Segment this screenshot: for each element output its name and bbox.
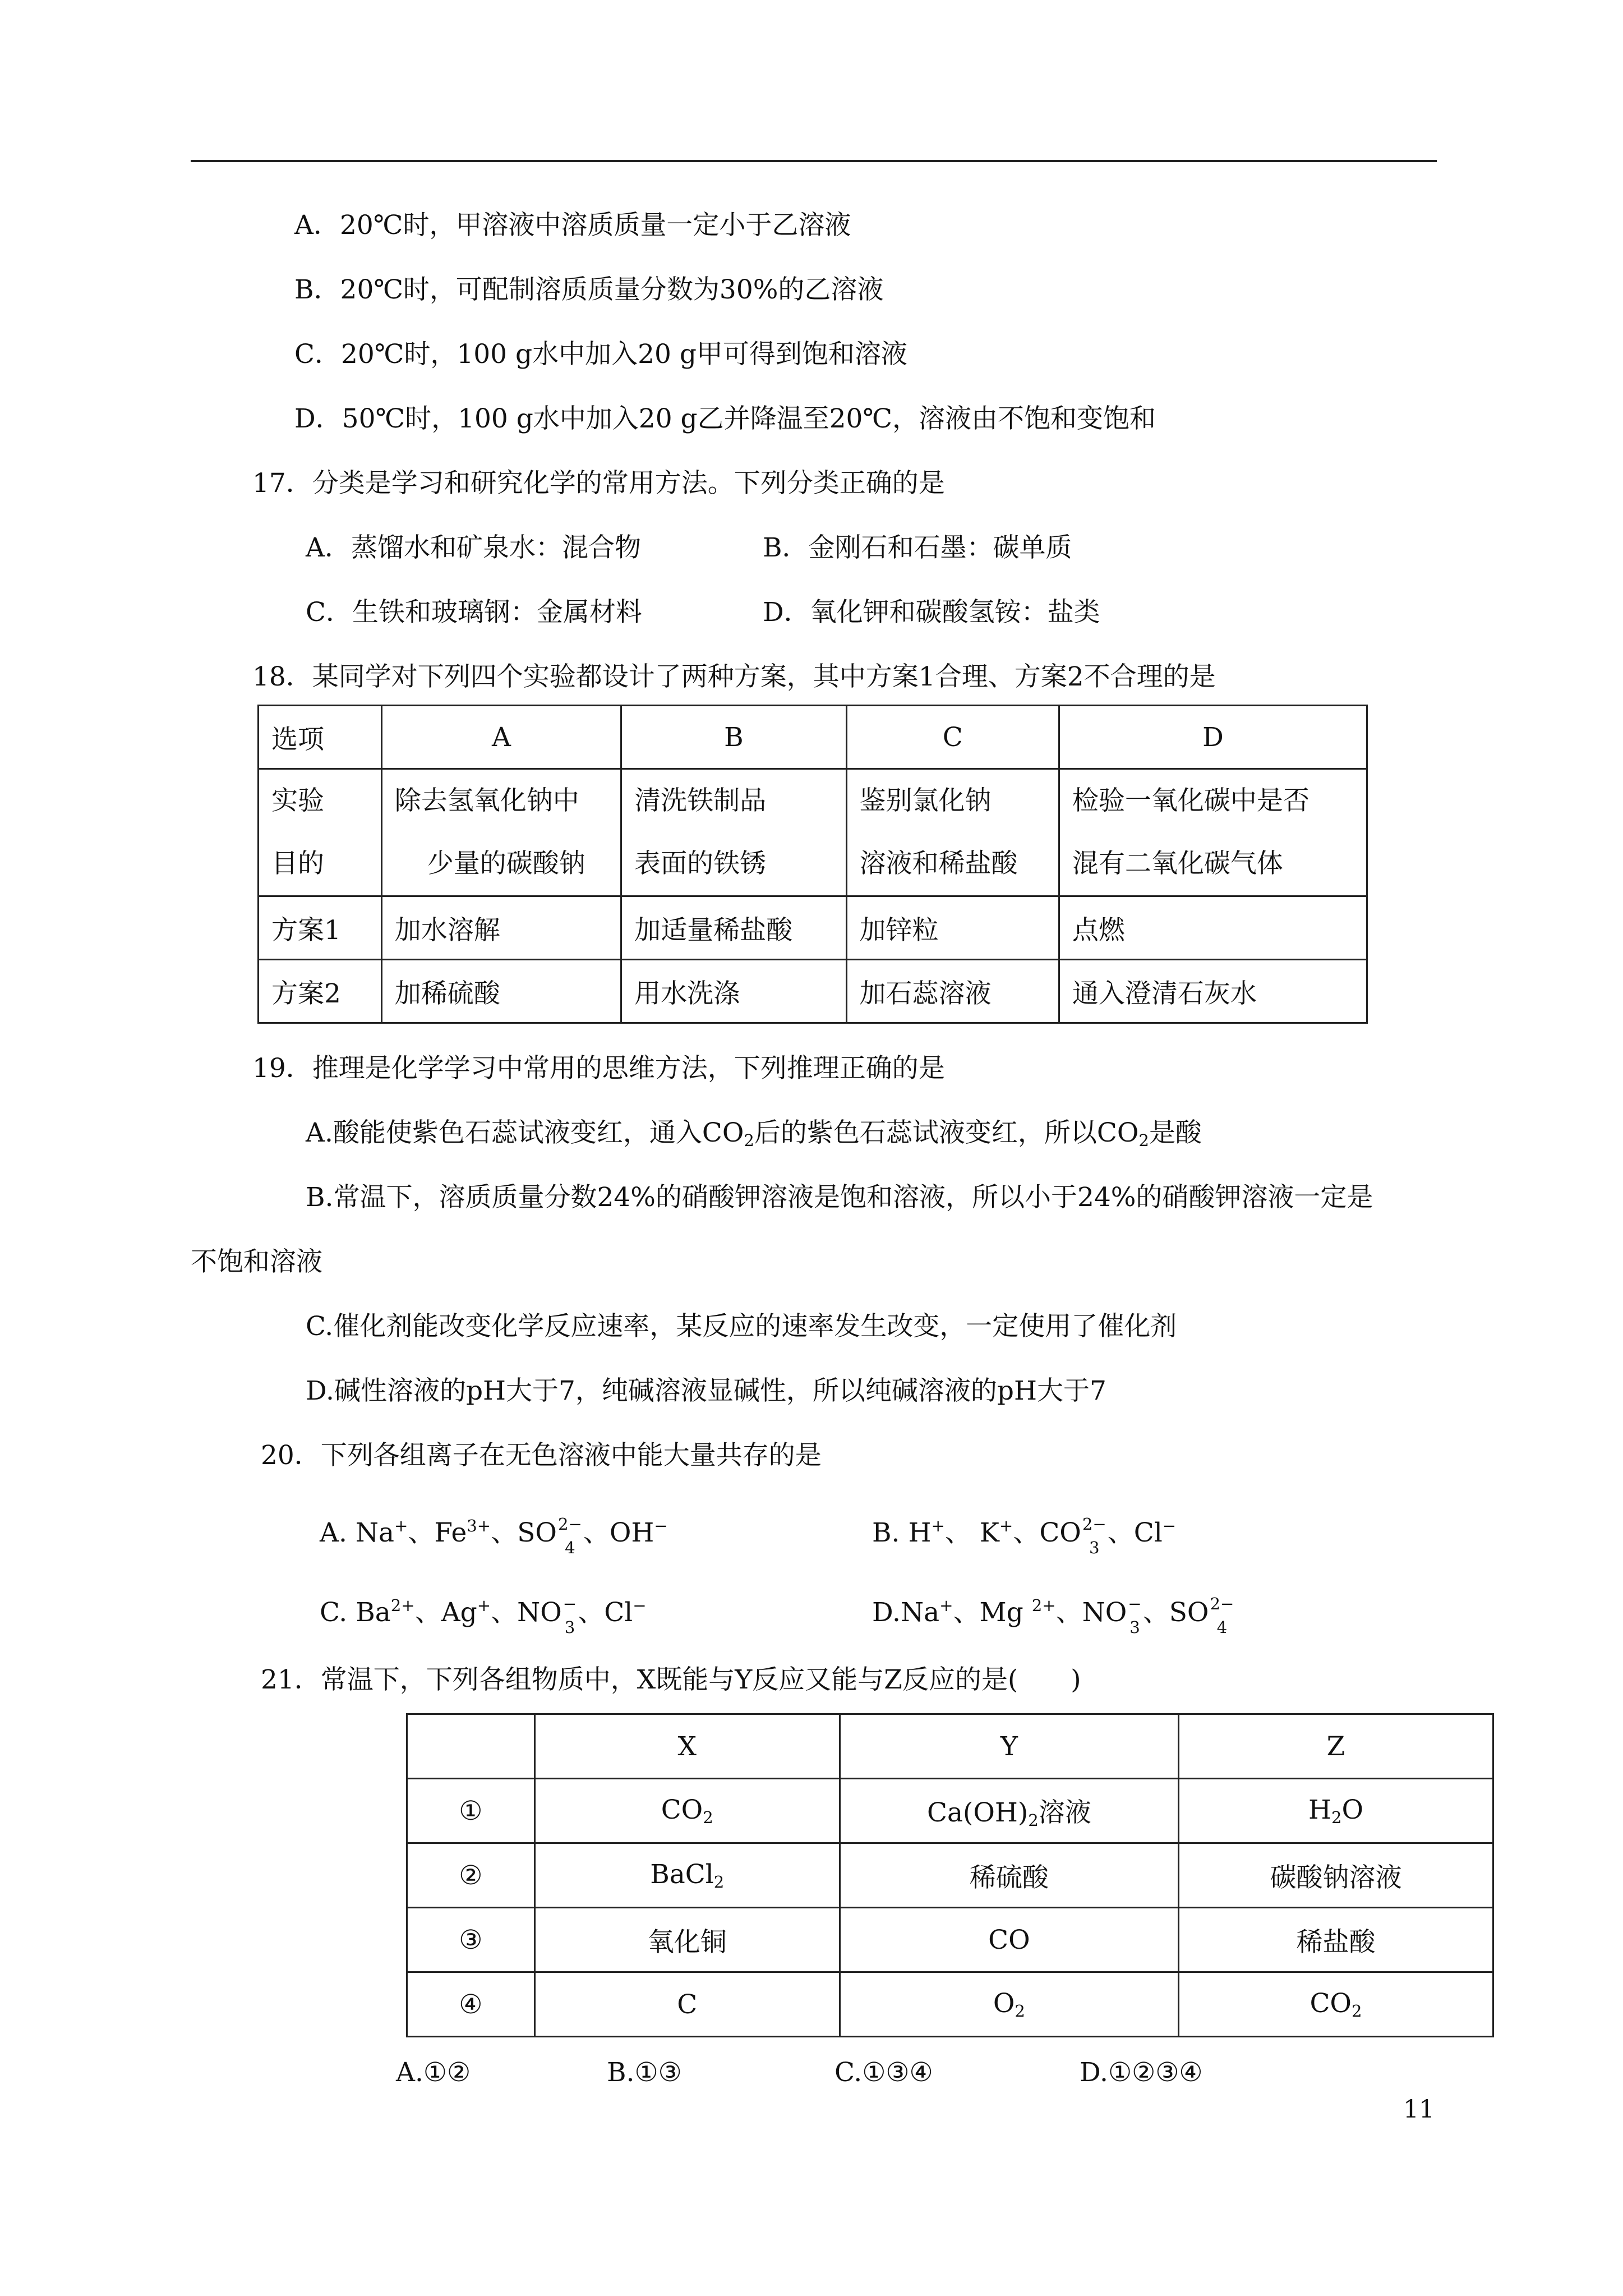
q18-purpose-d: [1059, 769, 1367, 896]
ion-stack: [1210, 1592, 1234, 1640]
ion-subscript: 3: [1129, 1618, 1140, 1637]
ion-charge: +: [999, 1516, 1013, 1535]
ion-charge: +: [394, 1516, 408, 1535]
q18-plan2-d: 通入澄清石灰水: [1059, 960, 1367, 1023]
q18-header-a: A: [381, 706, 621, 769]
header-rule: [191, 160, 1437, 162]
q21-row2-x: [534, 1843, 840, 1908]
q19-option-b-line1: B.常温下，溶质质量分数24%的硝酸钾溶液是饱和溶液，所以小于24%的硝酸钾溶液一定是: [306, 1182, 1373, 1213]
q18-plan2-label: 方案2: [259, 960, 382, 1023]
q21-option-b: B.①③: [607, 2057, 682, 2088]
q20-a-ion4: [610, 1517, 668, 1548]
ion-text: SO: [1169, 1597, 1209, 1628]
q17-option-b: B．金刚石和石墨：碳单质: [763, 532, 1072, 563]
q18-purpose-label: [259, 769, 382, 896]
table-row: [407, 1779, 1493, 1843]
q20-b-ion2: [980, 1517, 1013, 1548]
ion-charge: +: [939, 1596, 953, 1615]
table-row: [259, 896, 1367, 960]
q21-option-c: C.①③④: [834, 2057, 933, 2088]
q19-a-sub1: 2: [744, 1131, 754, 1151]
q18-stem: 18．某同学对下列四个实验都设计了两种方案，其中方案1合理、方案2不合理的是: [252, 661, 1216, 692]
formula-subscript: 2: [1351, 2001, 1362, 2021]
ion-stack: [1128, 1592, 1141, 1640]
q18-plan1-d: 点燃: [1059, 896, 1367, 960]
formula-text: H: [1308, 1794, 1331, 1825]
separator: 、: [491, 1597, 518, 1628]
q20-c-ion2: [441, 1597, 491, 1628]
q21-row1-z: [1178, 1779, 1493, 1843]
separator: 、: [1055, 1597, 1082, 1628]
q21-row4-label: ④: [407, 1972, 535, 2037]
q18-header-b: B: [621, 706, 846, 769]
ion-text: Na: [900, 1597, 940, 1628]
ion-text: Fe: [434, 1517, 467, 1549]
q20-d-label: D.: [872, 1597, 901, 1628]
q21-row3-y: CO: [840, 1908, 1178, 1972]
q21-row4-z: [1178, 1972, 1493, 2037]
q21-row4-x: C: [534, 1972, 840, 2037]
q19-stem: 19．推理是化学学习中常用的思维方法，下列推理正确的是: [252, 1053, 945, 1084]
q16-option-b: B．20℃时，可配制溶质质量分数为30%的乙溶液: [294, 274, 884, 305]
ion-subscript: 4: [565, 1538, 575, 1558]
ion-text: NO: [517, 1597, 562, 1628]
formula-text: CO: [1310, 1987, 1352, 2019]
q18-purpose-c-line1: 鉴别氯化钠: [859, 785, 992, 816]
formula-subscript: 2: [1028, 1811, 1039, 1830]
q18-purpose-b-line2: 表面的铁锈: [634, 848, 767, 879]
ion-stack: [563, 1592, 577, 1640]
q20-a-ion1: [356, 1517, 408, 1548]
q17-option-a: A．蒸馏水和矿泉水：混合物: [306, 532, 641, 563]
q18-purpose-d-line2: 混有二氧化碳气体: [1072, 848, 1283, 879]
ion-charge: +: [477, 1596, 491, 1615]
q20-c-ion3: [517, 1594, 578, 1637]
ion-text: OH: [609, 1517, 654, 1549]
formula-text: O: [993, 1987, 1015, 2019]
q19-a-part1: A.酸能使紫色石蕊试液变红，通入CO: [306, 1117, 744, 1148]
q18-purpose-label-line1: 实验: [271, 785, 324, 816]
q18-plan2-a: 加稀硫酸: [381, 960, 621, 1023]
ion-charge: −: [562, 1594, 577, 1613]
q21-row1-y: [840, 1779, 1178, 1843]
q18-plan2-c: 加石蕊溶液: [846, 960, 1059, 1023]
q21-header-blank: [407, 1714, 535, 1779]
q19-a-part2: 后的紫色石蕊试液变红，所以CO: [754, 1117, 1139, 1148]
ion-charge: −: [1162, 1516, 1177, 1535]
separator: 、: [944, 1517, 971, 1549]
q19-a-part3: 是酸: [1149, 1117, 1202, 1148]
q18-purpose-d-line1: 检验一氧化碳中是否: [1072, 785, 1310, 816]
q21-row2-label: ②: [407, 1843, 535, 1908]
table-row: [259, 960, 1367, 1023]
ion-charge: +: [931, 1516, 945, 1535]
q21-header-y: Y: [840, 1714, 1178, 1779]
separator: 、: [414, 1597, 441, 1628]
q21-row3-z: 稀盐酸: [1178, 1908, 1493, 1972]
q18-purpose-b: [621, 769, 846, 896]
separator: 、: [578, 1597, 605, 1628]
separator: 、: [408, 1517, 435, 1549]
q21-header-x: X: [534, 1714, 840, 1779]
q20-c-ion4: [604, 1597, 646, 1628]
q20-option-a: [320, 1509, 668, 1560]
ion-charge: 2+: [1031, 1596, 1056, 1615]
table-row: [407, 1843, 1493, 1908]
q20-c-ion1: [356, 1597, 415, 1628]
q20-option-d: [872, 1589, 1235, 1640]
separator: 、: [583, 1517, 610, 1549]
ion-charge: 2−: [1210, 1594, 1234, 1613]
q18-purpose-label-line2: 目的: [271, 848, 324, 879]
q18-plan1-c: 加锌粒: [846, 896, 1059, 960]
q16-option-d: D．50℃时，100 g水中加入20 g乙并降温至20℃，溶液由不饱和变饱和: [294, 403, 1156, 434]
q20-b-ion4: [1134, 1517, 1176, 1548]
ion-text: H: [908, 1517, 932, 1549]
q17-option-c: C．生铁和玻璃钢：金属材料: [306, 597, 642, 628]
ion-charge: −: [654, 1516, 668, 1535]
q18-header-c: C: [846, 706, 1059, 769]
table-row: [407, 1972, 1493, 2037]
q20-d-ion4: [1169, 1594, 1235, 1637]
ion-subscript: 3: [564, 1618, 575, 1637]
q21-row1-label: ①: [407, 1779, 535, 1843]
q20-d-ion3: [1082, 1594, 1143, 1637]
separator: 、: [1142, 1597, 1169, 1628]
formula-subscript: 2: [713, 1872, 725, 1892]
ion-charge: 2−: [557, 1514, 582, 1534]
q20-b-ion1: [908, 1517, 944, 1548]
q17-stem: 17．分类是学习和研究化学的常用方法。下列分类正确的是: [252, 468, 945, 499]
ion-charge: 2+: [390, 1596, 415, 1615]
formula-text: BaCl: [650, 1858, 714, 1890]
ion-text: Ag: [441, 1597, 477, 1628]
q18-plan1-a: 加水溶解: [381, 896, 621, 960]
q20-d-ion1: [901, 1597, 953, 1628]
q18-plan2-b: 用水洗涤: [621, 960, 846, 1023]
q19-option-d: D.碱性溶液的pH大于7，纯碱溶液显碱性，所以纯碱溶液的pH大于7: [306, 1375, 1106, 1406]
ion-text: Mg: [979, 1597, 1023, 1628]
q21-row3-x: 氧化铜: [534, 1908, 840, 1972]
ion-stack: [558, 1512, 582, 1560]
table-row: [407, 1714, 1493, 1779]
ion-charge: 3+: [467, 1516, 491, 1535]
separator: 、: [953, 1597, 980, 1628]
q18-plan1-b: 加适量稀盐酸: [621, 896, 846, 960]
q16-option-c: C．20℃时，100 g水中加入20 g甲可得到饱和溶液: [294, 339, 907, 370]
q19-a-sub2: 2: [1138, 1131, 1149, 1151]
q21-row2-y: 稀硫酸: [840, 1843, 1178, 1908]
ion-subscript: 3: [1089, 1538, 1100, 1558]
separator: 、: [1013, 1517, 1040, 1549]
q21-row2-z: 碳酸钠溶液: [1178, 1843, 1493, 1908]
ion-text: K: [979, 1517, 999, 1549]
q20-b-ion3: [1039, 1514, 1107, 1558]
q18-plan1-label: 方案1: [259, 896, 382, 960]
q21-table: [406, 1713, 1494, 2037]
q18-header-d: D: [1059, 706, 1367, 769]
q20-a-ion2: [434, 1517, 491, 1548]
q19-option-c: C.催化剂能改变化学反应速率，某反应的速率发生改变，一定使用了催化剂: [306, 1311, 1177, 1342]
ion-text: NO: [1082, 1597, 1127, 1628]
formula-text: O: [1341, 1794, 1364, 1825]
formula-subscript: 2: [703, 1808, 713, 1828]
page-number: 11: [1403, 2095, 1435, 2124]
q20-a-ion3: [517, 1514, 583, 1558]
q18-table: [257, 705, 1368, 1024]
q19-option-b-line2: 不饱和溶液: [191, 1246, 322, 1277]
q19-option-a: [306, 1116, 1202, 1157]
ion-charge: −: [1128, 1594, 1142, 1613]
q16-option-a: A．20℃时，甲溶液中溶质质量一定小于乙溶液: [294, 210, 851, 241]
q18-header-option: 选项: [259, 706, 382, 769]
ion-text: Ba: [356, 1597, 391, 1628]
ion-text: Cl: [604, 1597, 633, 1628]
q21-option-d: D.①②③④: [1080, 2057, 1203, 2088]
separator: 、: [1107, 1517, 1134, 1549]
separator: 、: [491, 1517, 518, 1549]
table-row: [407, 1908, 1493, 1972]
q17-option-d: D．氧化钾和碳酸氢铵：盐类: [763, 597, 1100, 628]
ion-stack: [1082, 1512, 1106, 1560]
q20-option-b: [872, 1509, 1176, 1560]
q20-stem: 20．下列各组离子在无色溶液中能大量共存的是: [261, 1440, 822, 1471]
ion-text: SO: [517, 1517, 557, 1549]
ion-text: CO: [1039, 1517, 1081, 1549]
q18-purpose-a-line2: 少量的碳酸钠: [427, 848, 585, 879]
formula-text: CO: [661, 1794, 703, 1825]
q18-purpose-a-line1: 除去氢氧化钠中: [394, 785, 579, 816]
ion-subscript: 4: [1216, 1618, 1228, 1637]
formula-subscript: 2: [1015, 2001, 1025, 2021]
ion-text: Cl: [1133, 1517, 1163, 1549]
q21-stem: 21．常温下，下列各组物质中，X既能与Y反应又能与Z反应的是( ): [261, 1664, 1081, 1695]
q20-d-ion2: [980, 1597, 1056, 1628]
q18-purpose-b-line1: 清洗铁制品: [634, 785, 767, 816]
formula-text: Ca(OH): [927, 1797, 1029, 1828]
ion-text: Na: [355, 1517, 394, 1549]
q21-row1-x: [534, 1779, 840, 1843]
q20-c-label: C.: [320, 1597, 348, 1628]
q20-option-c: [320, 1589, 647, 1640]
q18-purpose-a: [381, 769, 621, 896]
q18-purpose-c-line2: 溶液和稀盐酸: [859, 848, 1018, 879]
table-row: [259, 706, 1367, 769]
ion-charge: 2−: [1082, 1514, 1106, 1534]
table-row: [259, 769, 1367, 896]
ion-charge: −: [633, 1596, 647, 1615]
q20-b-label: B.: [872, 1517, 900, 1549]
q21-row4-y: [840, 1972, 1178, 2037]
q18-purpose-c: [846, 769, 1059, 896]
q21-row3-label: ③: [407, 1908, 535, 1972]
q20-a-label: A.: [320, 1517, 347, 1549]
formula-text: 溶液: [1038, 1797, 1091, 1828]
q21-header-z: Z: [1178, 1714, 1493, 1779]
q21-option-a: A.①②: [396, 2057, 471, 2088]
formula-subscript: 2: [1331, 1808, 1342, 1828]
